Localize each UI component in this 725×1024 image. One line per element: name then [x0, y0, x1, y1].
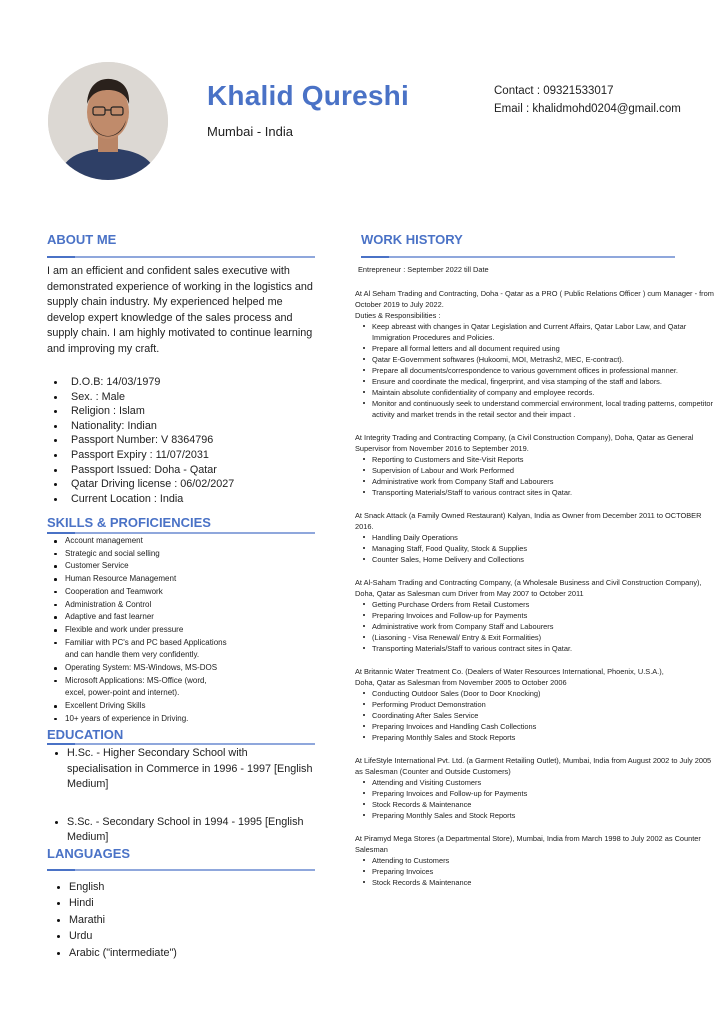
job-entry [355, 755, 715, 821]
list-item: Account management [54, 535, 314, 548]
list-item: Hindi [57, 895, 257, 911]
list-item: Ensure and coordinate the medical, fingerprint, and visa stamping of the staff and labors. [361, 376, 715, 387]
job-subtitle: Doha, Qatar as Salesman from November 2005 to October 2006 [355, 678, 567, 687]
list-item: Stock Records & Maintenance [361, 799, 715, 810]
list-item: Prepare all documents/correspondence to various government offices in professional manner. [361, 365, 715, 376]
job-title: At Al-Saham Trading and Contracting Company, (a Wholesale Business and Civil Construction Company), Doha, Qatar as Salesman cum Driver from May 2007 to October 2011 [355, 578, 702, 598]
list-item: Excellent Driving Skills [54, 700, 314, 713]
list-item: Passport Issued: Doha - Qatar [54, 463, 314, 478]
job-duties [361, 599, 715, 654]
list-item-continuation: excel, power-point and internet). [65, 688, 180, 698]
list-item: Sex. : Male [54, 390, 314, 405]
languages-list [57, 879, 257, 961]
job-title: At LifeStyle International Pvt. Ltd. (a Garment Retailing Outlet), Mumbai, India from August 2002 to July 2005 as Salesman (Counter and Outside Customers) [355, 756, 712, 776]
list-item: Qatar Driving license : 06/02/2027 [54, 477, 314, 492]
list-item: Supervision of Labour and Work Performed [361, 465, 715, 476]
candidate-name: Khalid Qureshi [207, 80, 409, 111]
skills-heading: SKILLS & PROFICIENCIES [47, 515, 211, 530]
list-item: Reporting to Customers and Site-Visit Reports [361, 454, 715, 465]
list-item: Preparing Invoices [361, 866, 715, 877]
list-item: Preparing Invoices and Handling Cash Collections [361, 721, 715, 732]
job-title: At Britannic Water Treatment Co. (Dealers of Water Resources International, Phoenix, U.S.A.), [355, 667, 664, 676]
work-history [355, 264, 715, 900]
list-item: Preparing Invoices and Follow-up for Payments [361, 610, 715, 621]
education-heading: EDUCATION [47, 727, 124, 742]
list-item: Transporting Materials/Staff to various contract sites in Qatar. [361, 643, 715, 654]
list-item: Maintain absolute confidentiality of company and employee records. [361, 387, 715, 398]
list-item: Customer Service [54, 560, 314, 573]
list-item-line: Microsoft Applications: MS-Office (word, [65, 675, 207, 685]
languages-divider [47, 869, 315, 871]
list-item: Preparing Monthly Sales and Stock Reports [361, 810, 715, 821]
list-item: Performing Product Demonstration [361, 699, 715, 710]
skills-list [54, 535, 314, 726]
list-item: Passport Expiry : 11/07/2031 [54, 448, 314, 463]
list-item: Stock Records & Maintenance [361, 877, 715, 888]
list-item: Adaptive and fast learner [54, 611, 314, 624]
list-item: Prepare all formal letters and all document required using [361, 343, 715, 354]
skills-divider [47, 532, 315, 534]
list-item: D.O.B: 14/03/1979 [54, 375, 314, 390]
list-item: Cooperation and Teamwork [54, 586, 314, 599]
work-history-heading: WORK HISTORY [361, 232, 463, 247]
list-item [54, 637, 314, 662]
list-item [54, 675, 314, 700]
about-text: I am an efficient and confident sales executive with demonstrated experience of working in the logistics and supply chain industry. My experienced helped me develop expert knowledge of the sales process and supply chain. I am highly motivated to continue learning and improving my craft. [47, 265, 313, 355]
contact-block [494, 82, 681, 118]
job-duties [361, 777, 715, 821]
job-duties [361, 532, 715, 565]
list-item: Administrative work from Company Staff and Labourers [361, 621, 715, 632]
list-item: Handling Daily Operations [361, 532, 715, 543]
about-heading: ABOUT ME [47, 232, 117, 247]
list-item: Flexible and work under pressure [54, 624, 314, 637]
list-item: Keep abreast with changes in Qatar Legislation and Current Affairs, Qatar Labor Law, and Qatar Immigration Procedures and Policies. [361, 321, 715, 343]
work-history-divider [361, 256, 675, 258]
list-item: Qatar E-Government softwares (Hukoomi, MOI, Metrash2, MEC, E-contract). [361, 354, 715, 365]
job-duties [361, 688, 715, 743]
candidate-location: Mumbai - India [207, 124, 293, 139]
languages-heading: LANGUAGES [47, 846, 131, 861]
personal-details-list [54, 375, 314, 506]
profile-photo-portrait [48, 62, 168, 180]
list-item: Attending and Visiting Customers [361, 777, 715, 788]
job-subtitle: Duties & Responsibilities : [355, 311, 441, 320]
list-item: Current Location : India [54, 492, 314, 507]
list-item: Administration & Control [54, 599, 314, 612]
list-item: Religion : Islam [54, 404, 314, 419]
list-item: Urdu [57, 928, 257, 944]
list-item: Strategic and social selling [54, 548, 314, 561]
list-item: Attending to Customers [361, 855, 715, 866]
about-divider [47, 256, 315, 258]
list-item: Operating System: MS-Windows, MS-DOS [54, 662, 314, 675]
list-item: S.Sc. - Secondary School in 1994 - 1995 [English Medium] [55, 815, 315, 846]
education-divider [47, 743, 315, 745]
list-item: Conducting Outdoor Sales (Door to Door Knocking) [361, 688, 715, 699]
job-entry [355, 510, 715, 565]
job-entry [355, 666, 715, 743]
job-entry [355, 577, 715, 654]
list-item: 10+ years of experience in Driving. [54, 713, 314, 726]
job-title: At Piramyd Mega Stores (a Departmental Store), Mumbai, India from March 1998 to July 2002 as Counter Salesman [355, 834, 701, 854]
list-item: Getting Purchase Orders from Retail Customers [361, 599, 715, 610]
list-item: Administrative work from Company Staff and Labourers [361, 476, 715, 487]
list-item: Monitor and continuously seek to understand commercial environment, local trading patterns, competitor activity and market trends in the retail sector and their impact . [361, 398, 715, 420]
list-item: Coordinating After Sales Service [361, 710, 715, 721]
list-item: Preparing Invoices and Follow-up for Payments [361, 788, 715, 799]
list-item: (Liasoning - Visa Renewal/ Entry & Exit Formalities) [361, 632, 715, 643]
list-item: H.Sc. - Higher Secondary School with specialisation in Commerce in 1996 - 1997 [English Medium] [55, 746, 315, 793]
list-item-line: Familiar with PC's and PC based Applications [65, 637, 227, 647]
list-item: Human Resource Management [54, 573, 314, 586]
job-duties [361, 454, 715, 498]
list-item: Transporting Materials/Staff to various contract sites in Qatar. [361, 487, 715, 498]
job-title: At Integrity Trading and Contracting Company, (a Civil Construction Company), Doha, Qatar as General Supervisor from November 2016 to September 2019. [355, 433, 694, 453]
contact-phone: Contact : 09321533017 [494, 85, 614, 97]
list-item: Managing Staff, Food Quality, Stock & Supplies [361, 543, 715, 554]
job-entry [355, 833, 715, 888]
job-entry [355, 432, 715, 498]
work-intro: Entrepreneur : September 2022 till Date [358, 265, 489, 274]
list-item: English [57, 879, 257, 895]
job-title: At Snack Attack (a Family Owned Restaurant) Kalyan, India as Owner from December 2011 to OCTOBER 2016. [355, 511, 702, 531]
job-duties [361, 855, 715, 888]
list-item: Nationality: Indian [54, 419, 314, 434]
list-item-continuation: and can handle them very confidently. [65, 650, 200, 660]
job-title: At Al Seham Trading and Contracting, Doha - Qatar as a PRO ( Public Relations Officer ) cum Manager - from October 2019 to July 2022. [355, 289, 714, 309]
list-item: Preparing Monthly Sales and Stock Reports [361, 732, 715, 743]
job-entry [355, 288, 715, 420]
list-item: Arabic ("intermediate") [57, 945, 257, 961]
list-item: Marathi [57, 912, 257, 928]
job-duties [361, 321, 715, 420]
contact-email[interactable]: Email : khalidmohd0204@gmail.com [494, 103, 681, 115]
profile-photo [48, 62, 168, 180]
list-item: Counter Sales, Home Delivery and Collections [361, 554, 715, 565]
list-item: Passport Number: V 8364796 [54, 433, 314, 448]
